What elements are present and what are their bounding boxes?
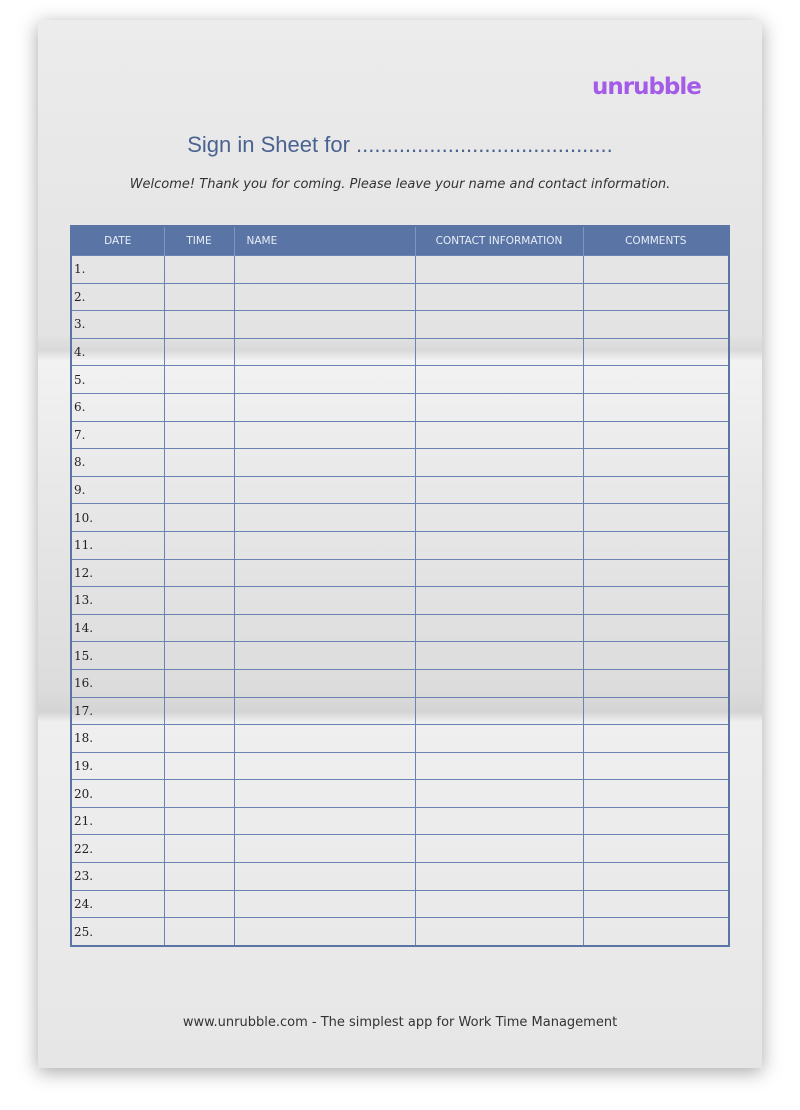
- comments-cell[interactable]: [583, 311, 729, 339]
- name-cell[interactable]: [234, 669, 415, 697]
- date-cell[interactable]: 13.: [71, 587, 164, 615]
- contact-cell[interactable]: [415, 890, 583, 918]
- date-cell[interactable]: 15.: [71, 642, 164, 670]
- table-row: [71, 669, 729, 697]
- header-date: DATE: [71, 226, 164, 256]
- comments-cell[interactable]: [583, 807, 729, 835]
- contact-cell[interactable]: [415, 669, 583, 697]
- time-cell[interactable]: [164, 587, 234, 615]
- comments-cell[interactable]: [583, 669, 729, 697]
- contact-cell[interactable]: [415, 338, 583, 366]
- date-cell[interactable]: 1.: [71, 256, 164, 284]
- contact-cell[interactable]: [415, 752, 583, 780]
- header-contact: CONTACT INFORMATION: [415, 226, 583, 256]
- contact-cell[interactable]: [415, 504, 583, 532]
- time-cell[interactable]: [164, 780, 234, 808]
- table-row: [71, 587, 729, 615]
- table-row: [71, 449, 729, 477]
- date-cell[interactable]: 22.: [71, 835, 164, 863]
- name-cell[interactable]: [234, 752, 415, 780]
- contact-cell[interactable]: [415, 918, 583, 946]
- table-row: [71, 807, 729, 835]
- table-row: [71, 476, 729, 504]
- contact-cell[interactable]: [415, 587, 583, 615]
- name-cell[interactable]: [234, 725, 415, 753]
- date-cell[interactable]: 19.: [71, 752, 164, 780]
- comments-cell[interactable]: [583, 642, 729, 670]
- name-cell[interactable]: [234, 697, 415, 725]
- date-cell[interactable]: 16.: [71, 669, 164, 697]
- name-cell[interactable]: [234, 421, 415, 449]
- time-cell[interactable]: [164, 890, 234, 918]
- name-cell[interactable]: [234, 366, 415, 394]
- contact-cell[interactable]: [415, 366, 583, 394]
- contact-cell[interactable]: [415, 256, 583, 284]
- name-cell[interactable]: [234, 890, 415, 918]
- time-cell[interactable]: [164, 614, 234, 642]
- time-cell[interactable]: [164, 752, 234, 780]
- date-cell[interactable]: 11.: [71, 531, 164, 559]
- comments-cell[interactable]: [583, 393, 729, 421]
- name-cell[interactable]: [234, 393, 415, 421]
- name-cell[interactable]: [234, 587, 415, 615]
- date-cell[interactable]: 21.: [71, 807, 164, 835]
- table-row: [71, 642, 729, 670]
- comments-cell[interactable]: [583, 614, 729, 642]
- contact-cell[interactable]: [415, 614, 583, 642]
- time-cell[interactable]: [164, 311, 234, 339]
- comments-cell[interactable]: [583, 449, 729, 477]
- time-cell[interactable]: [164, 256, 234, 284]
- table-row: [71, 890, 729, 918]
- header-time: TIME: [164, 226, 234, 256]
- unrubble-logo: unrubble: [592, 74, 701, 100]
- table-row: [71, 531, 729, 559]
- table-row: [71, 338, 729, 366]
- comments-cell[interactable]: [583, 780, 729, 808]
- sign-in-table: [70, 225, 730, 947]
- header-name: NAME: [234, 226, 415, 256]
- name-cell[interactable]: [234, 504, 415, 532]
- table-row: [71, 311, 729, 339]
- contact-cell[interactable]: [415, 449, 583, 477]
- table-row: [71, 504, 729, 532]
- name-cell[interactable]: [234, 807, 415, 835]
- page-title: [0, 132, 800, 158]
- comments-cell[interactable]: [583, 918, 729, 946]
- table-row: [71, 393, 729, 421]
- title-blank: ..........................................: [356, 132, 613, 157]
- comments-cell[interactable]: [583, 366, 729, 394]
- comments-cell[interactable]: [583, 863, 729, 891]
- name-cell[interactable]: [234, 283, 415, 311]
- date-cell[interactable]: 8.: [71, 449, 164, 477]
- contact-cell[interactable]: [415, 697, 583, 725]
- date-cell[interactable]: 10.: [71, 504, 164, 532]
- date-cell[interactable]: 12.: [71, 559, 164, 587]
- date-cell[interactable]: 23.: [71, 863, 164, 891]
- contact-cell[interactable]: [415, 780, 583, 808]
- name-cell[interactable]: [234, 863, 415, 891]
- contact-cell[interactable]: [415, 642, 583, 670]
- contact-cell[interactable]: [415, 283, 583, 311]
- contact-cell[interactable]: [415, 476, 583, 504]
- table-row: [71, 256, 729, 284]
- name-cell[interactable]: [234, 614, 415, 642]
- comments-cell[interactable]: [583, 890, 729, 918]
- comments-cell[interactable]: [583, 752, 729, 780]
- comments-cell[interactable]: [583, 697, 729, 725]
- date-cell[interactable]: 18.: [71, 725, 164, 753]
- contact-cell[interactable]: [415, 559, 583, 587]
- comments-cell[interactable]: [583, 835, 729, 863]
- table-row: [71, 835, 729, 863]
- time-cell[interactable]: [164, 725, 234, 753]
- time-cell[interactable]: [164, 863, 234, 891]
- time-cell[interactable]: [164, 504, 234, 532]
- name-cell[interactable]: [234, 449, 415, 477]
- date-cell[interactable]: 5.: [71, 366, 164, 394]
- table-row: [71, 863, 729, 891]
- time-cell[interactable]: [164, 697, 234, 725]
- table-row: [71, 614, 729, 642]
- date-cell[interactable]: 4.: [71, 338, 164, 366]
- table-row: [71, 780, 729, 808]
- name-cell[interactable]: [234, 918, 415, 946]
- date-cell[interactable]: 25.: [71, 918, 164, 946]
- name-cell[interactable]: [234, 311, 415, 339]
- table-row: [71, 283, 729, 311]
- contact-cell[interactable]: [415, 863, 583, 891]
- table-row: [71, 725, 729, 753]
- contact-cell[interactable]: [415, 421, 583, 449]
- time-cell[interactable]: [164, 918, 234, 946]
- comments-cell[interactable]: [583, 504, 729, 532]
- comments-cell[interactable]: [583, 421, 729, 449]
- name-cell[interactable]: [234, 338, 415, 366]
- time-cell[interactable]: [164, 531, 234, 559]
- table-row: [71, 366, 729, 394]
- time-cell[interactable]: [164, 476, 234, 504]
- name-cell[interactable]: [234, 476, 415, 504]
- date-cell[interactable]: 3.: [71, 311, 164, 339]
- date-cell[interactable]: 17.: [71, 697, 164, 725]
- comments-cell[interactable]: [583, 725, 729, 753]
- table-row: [71, 421, 729, 449]
- welcome-text: Welcome! Thank you for coming. Please leave your name and contact information.: [129, 177, 671, 192]
- date-cell[interactable]: 6.: [71, 393, 164, 421]
- time-cell[interactable]: [164, 559, 234, 587]
- date-cell[interactable]: 20.: [71, 780, 164, 808]
- contact-cell[interactable]: [415, 531, 583, 559]
- time-cell[interactable]: [164, 669, 234, 697]
- table-row: [71, 918, 729, 946]
- time-cell[interactable]: [164, 393, 234, 421]
- date-cell[interactable]: 24.: [71, 890, 164, 918]
- date-cell[interactable]: 2.: [71, 283, 164, 311]
- time-cell[interactable]: [164, 421, 234, 449]
- name-cell[interactable]: [234, 780, 415, 808]
- comments-cell[interactable]: [583, 338, 729, 366]
- name-cell[interactable]: [234, 559, 415, 587]
- time-cell[interactable]: [164, 449, 234, 477]
- contact-cell[interactable]: [415, 311, 583, 339]
- time-cell[interactable]: [164, 338, 234, 366]
- name-cell[interactable]: [234, 256, 415, 284]
- comments-cell[interactable]: [583, 531, 729, 559]
- time-cell[interactable]: [164, 835, 234, 863]
- time-cell[interactable]: [164, 283, 234, 311]
- contact-cell[interactable]: [415, 725, 583, 753]
- time-cell[interactable]: [164, 366, 234, 394]
- table-row: [71, 752, 729, 780]
- comments-cell[interactable]: [583, 587, 729, 615]
- comments-cell[interactable]: [583, 283, 729, 311]
- header-comments: COMMENTS: [583, 226, 729, 256]
- contact-cell[interactable]: [415, 807, 583, 835]
- title-text: Sign in Sheet for: [187, 132, 350, 157]
- date-cell[interactable]: 14.: [71, 614, 164, 642]
- name-cell[interactable]: [234, 835, 415, 863]
- time-cell[interactable]: [164, 642, 234, 670]
- table-row: [71, 697, 729, 725]
- time-cell[interactable]: [164, 807, 234, 835]
- name-cell[interactable]: [234, 531, 415, 559]
- contact-cell[interactable]: [415, 393, 583, 421]
- date-cell[interactable]: 9.: [71, 476, 164, 504]
- name-cell[interactable]: [234, 642, 415, 670]
- comments-cell[interactable]: [583, 256, 729, 284]
- footer-text: www.unrubble.com - The simplest app for Work Time Management: [182, 1015, 618, 1030]
- contact-cell[interactable]: [415, 835, 583, 863]
- date-cell[interactable]: 7.: [71, 421, 164, 449]
- comments-cell[interactable]: [583, 476, 729, 504]
- table-row: [71, 559, 729, 587]
- comments-cell[interactable]: [583, 559, 729, 587]
